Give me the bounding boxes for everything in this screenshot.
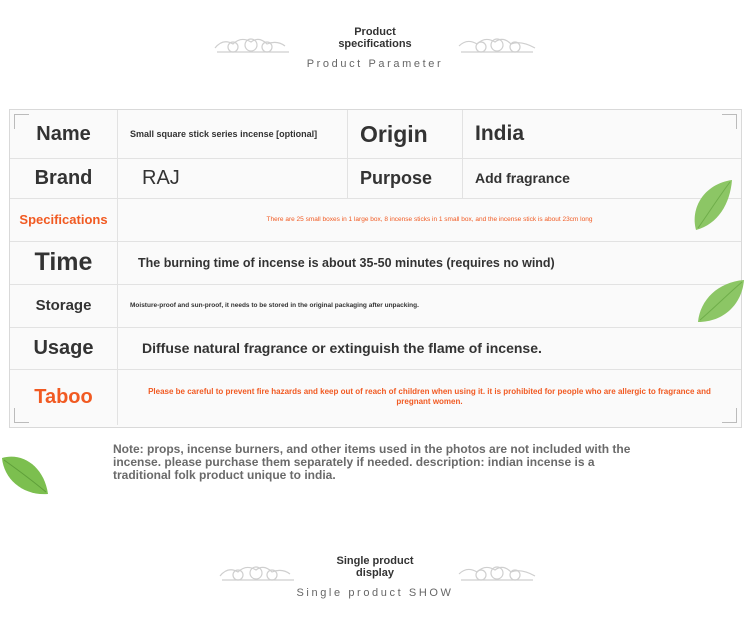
table-row-name: [10, 110, 741, 159]
row-label: Name: [10, 110, 118, 158]
table-row-time: [10, 241, 741, 285]
note-text: Note: props, incense burners, and other items used in the photos are not included with the incense. please purchase them separately if needed. description: indian incense is a traditional folk product unique to india.: [113, 442, 631, 482]
row-value-secondary: Add fragrance: [475, 170, 570, 186]
row-value: There are 25 small boxes in 1 large box, 8 incense sticks in 1 small box, and the incense stick is about 23cm long: [266, 216, 593, 223]
section-subtitle: Product Parameter: [306, 58, 444, 70]
row-value: Please be careful to prevent fire hazards and keep out of reach of children when using it. it is prohibited for people who are allergic to fragrance and pregnant women.: [148, 387, 711, 406]
row-value: Moisture-proof and sun-proof, it needs to be stored in the original packaging after unpacking.: [130, 302, 419, 309]
parameter-table: [9, 109, 742, 428]
leaf-icon: [0, 452, 50, 496]
row-label: Usage: [10, 327, 118, 369]
section-header-top: [0, 26, 750, 70]
section-header-bottom: [0, 555, 750, 599]
section-subtitle: Single product SHOW: [296, 587, 454, 599]
row-label: Time: [10, 241, 118, 284]
row-label: Specifications: [10, 198, 118, 241]
row-value: RAJ: [118, 158, 348, 198]
row-value: Small square stick series incense [optional]: [118, 110, 348, 158]
table-row-taboo: [10, 369, 741, 425]
row-value: Diffuse natural fragrance or extinguish the flame of incense.: [142, 340, 542, 356]
row-label: Taboo: [10, 369, 118, 425]
row-label-secondary: Purpose: [348, 158, 463, 198]
table-row-brand: [10, 158, 741, 199]
row-label-secondary: Origin: [348, 110, 463, 158]
row-label: Storage: [10, 284, 118, 327]
row-value-secondary: India: [475, 122, 525, 145]
leaf-icon: [690, 178, 734, 234]
leaf-icon: [696, 278, 746, 326]
row-label: Brand: [10, 158, 118, 198]
row-value: The burning time of incense is about 35-50 minutes (requires no wind): [138, 255, 555, 270]
table-row-usage: [10, 327, 741, 370]
section-title: Single product display: [336, 555, 414, 579]
table-row-specifications: [10, 198, 741, 242]
table-row-storage: [10, 284, 741, 328]
section-title: Product specifications: [338, 26, 412, 50]
